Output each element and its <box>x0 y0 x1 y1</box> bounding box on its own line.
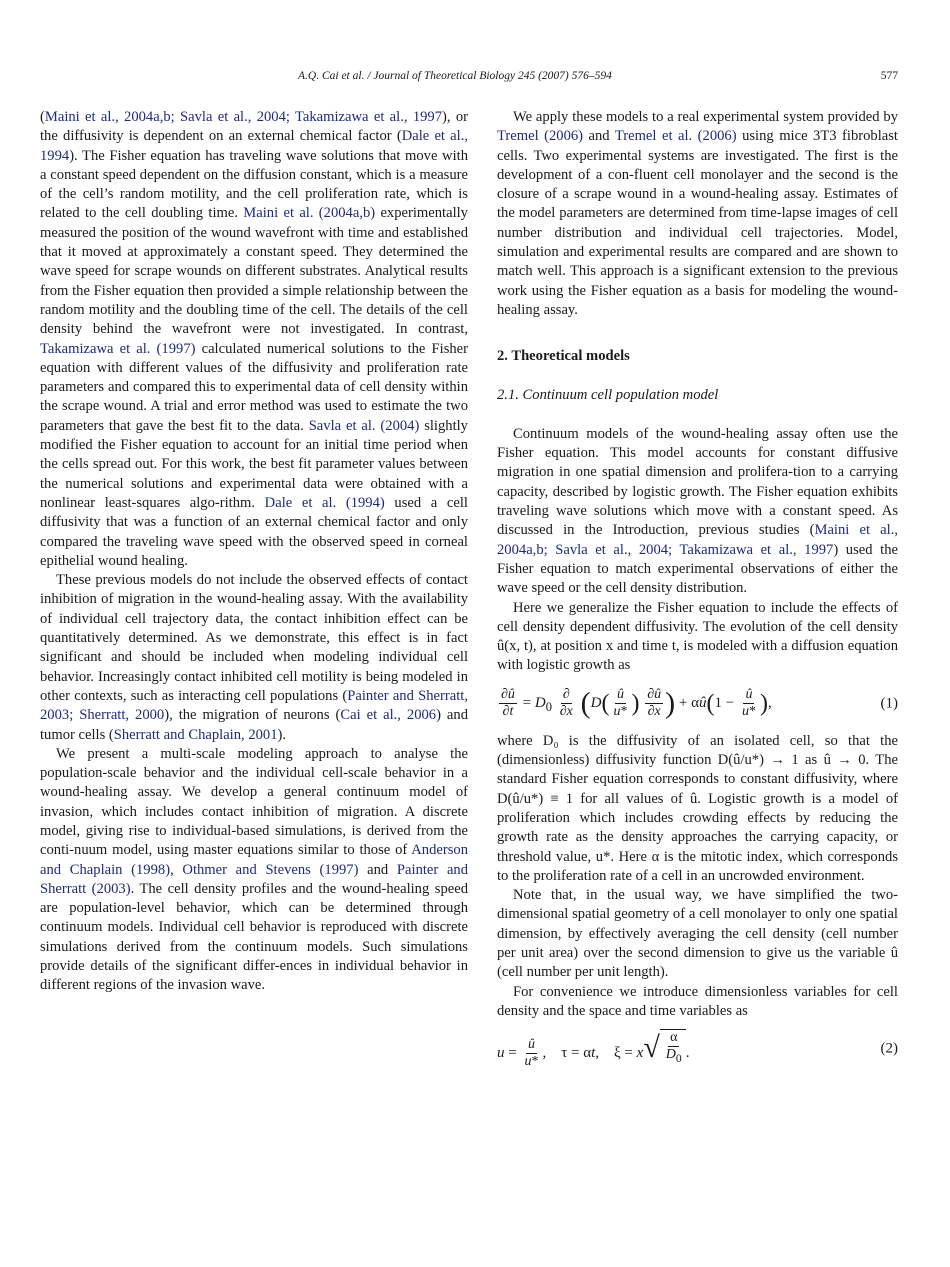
equation-number: (1) <box>880 695 898 712</box>
body-text: slightly modified the Fisher equation to account for an initial time period when the cells spread out. For this work, the best fit parameter values between the numerical solutions and experimental data were obtained with a nonlinear least-squares algo-rithm. <box>40 417 468 511</box>
citation-link[interactable]: Maini et al., 2004a,b; Savla et al., 2004; Takamizawa et al., 1997 <box>497 522 898 558</box>
equation-2 <box>497 1021 898 1077</box>
citation-link[interactable]: Painter and Sherratt (2003) <box>40 861 469 897</box>
paragraph <box>497 732 898 886</box>
left-column <box>40 108 468 996</box>
body-text: ) used the Fisher equation to match experimental observations of either the wave speed or the cell density distribution. <box>497 541 898 597</box>
body-text: ). <box>277 726 287 743</box>
citation-link[interactable]: Anderson and Chaplain (1998) <box>40 842 468 878</box>
body-text: ), or the diffusivity is dependent on an external chemical factor ( <box>40 109 468 145</box>
citation-link[interactable]: Savla et al. (2004) <box>308 417 420 434</box>
body-text: Note that, in the usual way, we have simplified the two-dimensional spatial geometry of a cell monolayer to only one spatial dimension, by effectively averaging the cell density (cell number per unit area) over the second dimension to give us the variable û (cell number per unit length). <box>497 887 898 981</box>
body-text: We apply these models to a real experimental system provided by <box>513 109 898 125</box>
body-text: . The cell density profiles and the wound-healing speed are population-level behavior, which can be determined through continuum models. Individual cell behavior is reproduced with discrete simulations derived from the continuum models. Such simulations provide details of the significant differ-ences in individual behavior in different regions of the invasion wave. <box>40 880 468 994</box>
paragraph <box>497 599 898 676</box>
page-number: 577 <box>880 70 898 82</box>
equation-2-body: u = $\frac{û}{u*}$ , τ = αt, ξ = x √ $\frac{\alpha}{D_0}$ . <box>497 1029 690 1069</box>
body-text: where D₀ is the diffusivity of an isolated cell, so that the (dimensionless) diffusivity function D(û/u*) → 1 as û → 0. The standard Fisher equation corresponds to constant diffusivity, where D(û/u*) ≡ 1 for all values of û. Logistic growth is a model of proliferation which includes crowding effects by reducing the growth rate as the density approaches the carrying capacity, or threshold value, u*. Here α is the mitotic index, which corresponds to the proliferation rate of a cell in an uncrowded environment. <box>497 732 898 884</box>
citation-link[interactable]: Maini et al., 2004a,b; Savla et al., 2004; Takamizawa et al., 1997 <box>44 109 443 125</box>
body-text: ) and tumor cells ( <box>40 707 468 743</box>
citation-link[interactable]: Dale et al., 1994 <box>40 128 468 164</box>
paragraph <box>40 745 468 996</box>
body-text: Continuum models of the wound-healing assay often use the Fisher equation. This model accounts for constant diffusive migration in one spatial dimension and prolifera-tion to a carrying capacity, described by logistic growth. The Fisher equation exhibits traveling wave solutions which move with a constant speed. As discussed in the Introduction, previous studies ( <box>497 425 898 539</box>
body-text: using mice 3T3 fibroblast cells. Two experimental systems are investigated. The first is the development of a con-fluent cell monolayer and the second is the closure of a scrape wound in a wound-healing assay. Estimates of the model parameters are determined from time-lapse images of cell number distribution and individual cell trajectories. Model, simulation and experimental results are compared and are shown to match well. This approach is a significant extension to the previous work using the Fisher equation as a basis for modeling the wound-healing assay. <box>497 128 898 318</box>
citation-link[interactable]: Painter and Sherratt, 2003; Sherratt, 2000 <box>40 687 468 724</box>
paragraph <box>40 108 468 571</box>
body-text: and <box>358 861 397 878</box>
body-text: used a cell diffusivity that was a function of an external chemical factor and only compared the traveling wave speed with the observed speed in corneal epithelial wound healing. <box>40 494 468 569</box>
equation-number: (2) <box>880 1040 898 1057</box>
body-text: ( <box>40 109 45 125</box>
body-text: Here we generalize the Fisher equation to include the effects of cell density dependent diffusivity. The evolution of the cell density û(x, t), at position x and time t, is modeled with a diffusion equation with logistic growth as <box>497 599 898 674</box>
citation-link[interactable]: Takamizawa et al. (1997) <box>40 340 196 357</box>
body-text: ). The Fisher equation has traveling wave solutions that move with a constant speed dependent on the diffusion constant, which is a measure of the cell’s random motility, and the cell proliferation rate, which is related to the cell doubling time. <box>40 147 468 222</box>
subsection-heading: 2.1. Continuum cell population model <box>497 386 719 403</box>
section-heading: 2. Theoretical models <box>497 348 630 365</box>
body-text: and <box>583 128 615 145</box>
paragraph <box>497 886 898 982</box>
running-header <box>0 70 950 90</box>
citation-link[interactable]: Tremel et al. (2006) <box>614 128 737 145</box>
paragraph <box>40 571 468 745</box>
body-text: calculated numerical solutions to the Fisher equation with different values of the diffusivity and proliferation rate parameters and compared this to experimental data of cell density within the scrape wound. A trial and error method was used to estimate the two parameters that gave the best fit to the data. <box>40 340 469 434</box>
body-text: ), the migration of neurons ( <box>164 707 341 724</box>
equation-1 <box>497 676 898 732</box>
paragraph <box>497 983 898 1022</box>
paragraph <box>497 425 898 599</box>
paragraph <box>497 108 898 320</box>
right-column <box>497 108 898 1077</box>
citation-link[interactable]: Maini et al. (2004a,b) <box>243 205 376 222</box>
citation-link[interactable]: Dale et al. (1994) <box>264 494 385 511</box>
running-title: A.Q. Cai et al. / Journal of Theoretical Biology 245 (2007) 576–594 <box>298 70 612 82</box>
body-text: For convenience we introduce dimensionless variables for cell density and the space and time variables as <box>497 983 898 1019</box>
body-text: We present a multi-scale modeling approach to analyse the population-scale behavior and the individual cell-scale behavior in a wound-healing assay. We develop a general continuum model of invasion, which includes contact inhibition of migration. A discrete model, giving rise to individual-based simulations, is derived from the conti-nuum model, using master equations similar to those of <box>40 745 468 859</box>
citation-link[interactable]: Othmer and Stevens (1997) <box>182 861 359 878</box>
citation-link[interactable]: Cai et al., 2006 <box>340 707 437 724</box>
equation-1-body: $\frac{\partial û}{\partial t}$ = $D_0$ $\frac{\partial}{\partial x}$ (D( $\frac{û}{u*}$ ) $\frac{\partial û}{\partial x}$ ) + αû(1 − $\frac{û}{u*}$ ), <box>501 686 772 720</box>
body-text: experimentally measured the position of the wound wavefront with time and established that it moved at approximately a constant speed. They determined the wave speed for scrape wounds on different substrates. Analytical results from the Fisher equation then provided a simple relationship between the random motility and the doubling time of the cell. The details of the cell density behind the wavefront were not investigated. In contrast, <box>40 205 468 338</box>
body-text: These previous models do not include the observed effects of contact inhibition of migration in the wound-healing assay. With the availability of individual cell trajectory data, the contact inhibition effect can be quantitatively determined. As we demonstrate, this effect is in fact significant and should be included when modeling individual cell behavior. Increasingly contact inhibited cell motility is being modeled in other contexts, such as interacting cell populations ( <box>40 572 468 704</box>
body-text: , <box>170 861 183 878</box>
citation-link[interactable]: Tremel (2006) <box>497 128 584 145</box>
citation-link[interactable]: Sherratt and Chaplain, 2001 <box>113 726 278 743</box>
